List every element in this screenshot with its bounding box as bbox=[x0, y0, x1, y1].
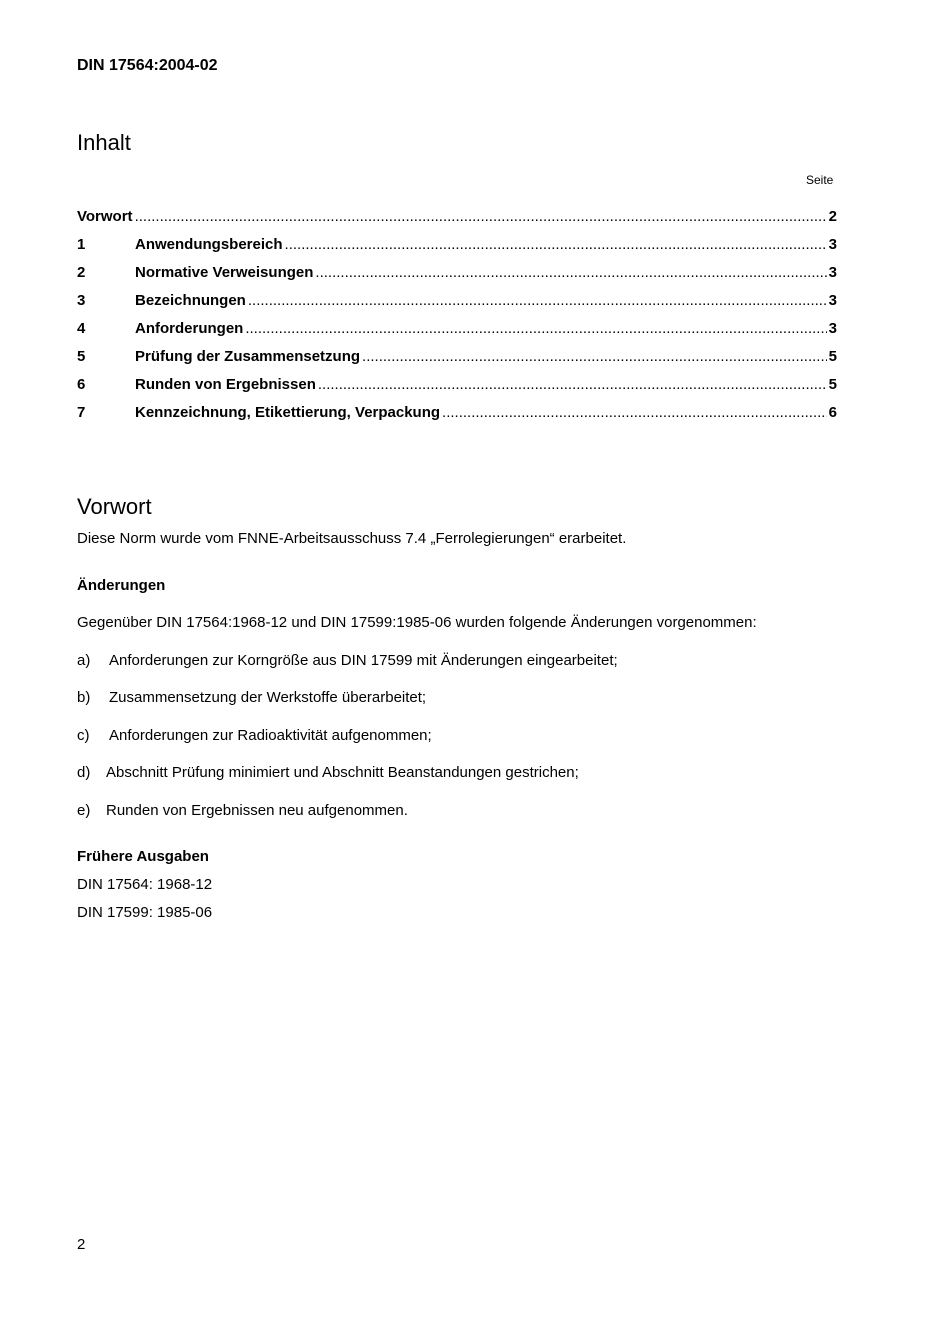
toc-entry-number: 2 bbox=[77, 264, 86, 281]
toc-entry-page: 5 bbox=[828, 348, 837, 365]
toc-entry-1[interactable] bbox=[77, 236, 837, 264]
list-item bbox=[77, 802, 408, 819]
changes-intro: Gegenüber DIN 17564:1968-12 und DIN 17599:1985-06 wurden folgende Änderungen vorgenommen: bbox=[77, 614, 757, 631]
toc-leader bbox=[248, 292, 827, 309]
toc-entry-title: Vorwort bbox=[77, 208, 133, 225]
earlier-edition: DIN 17599: 1985-06 bbox=[77, 904, 213, 921]
toc-entry-2[interactable] bbox=[77, 264, 837, 292]
toc-entry-page: 2 bbox=[828, 208, 837, 225]
toc-entry-title: Normative Verweisungen bbox=[135, 264, 314, 281]
list-item bbox=[77, 764, 579, 781]
toc-heading: Inhalt bbox=[77, 130, 131, 155]
toc-entry-page: 3 bbox=[828, 292, 837, 309]
toc-leader bbox=[285, 236, 827, 253]
toc-leader bbox=[442, 404, 827, 421]
list-item bbox=[77, 727, 432, 744]
toc-entry-title: Prüfung der Zusammensetzung bbox=[135, 348, 361, 365]
toc-leader bbox=[315, 264, 826, 281]
toc-entry-number: 6 bbox=[77, 376, 86, 393]
vorwort-heading: Vorwort bbox=[77, 494, 152, 519]
list-marker: b) bbox=[77, 689, 91, 706]
toc-entry-title: Anwendungsbereich bbox=[135, 236, 283, 253]
toc-leader bbox=[362, 348, 827, 365]
toc-entry-title: Anforderungen bbox=[135, 320, 244, 337]
changes-heading: Änderungen bbox=[77, 577, 166, 594]
toc-entry-title: Runden von Ergebnissen bbox=[135, 376, 316, 393]
toc-entry-page: 3 bbox=[828, 236, 837, 253]
toc-entry-number: 3 bbox=[77, 292, 86, 309]
toc-leader bbox=[245, 320, 826, 337]
toc-entry-number: 7 bbox=[77, 404, 86, 421]
toc-entry-title: Bezeichnungen bbox=[135, 292, 246, 309]
earlier-editions-heading: Frühere Ausgaben bbox=[77, 848, 209, 865]
toc-entry-page: 6 bbox=[828, 404, 837, 421]
table-of-contents bbox=[77, 208, 837, 432]
list-item bbox=[77, 689, 426, 706]
toc-entry-3[interactable] bbox=[77, 292, 837, 320]
toc-entry-7[interactable] bbox=[77, 404, 837, 432]
list-marker: d) bbox=[77, 764, 91, 781]
toc-page-label: Seite bbox=[806, 173, 834, 187]
document-id: DIN 17564:2004-02 bbox=[77, 57, 218, 74]
toc-entry-page: 3 bbox=[828, 320, 837, 337]
toc-entry-5[interactable] bbox=[77, 348, 837, 376]
toc-entry-page: 3 bbox=[828, 264, 837, 281]
vorwort-intro: Diese Norm wurde vom FNNE-Arbeitsausschuss 7.4 „Ferrolegierungen“ erarbeitet. bbox=[77, 530, 627, 547]
toc-entry-page: 5 bbox=[828, 376, 837, 393]
list-text: Abschnitt Prüfung minimiert und Abschnitt Beanstandungen gestrichen; bbox=[106, 764, 579, 781]
toc-entry-4[interactable] bbox=[77, 320, 837, 348]
list-text: Zusammensetzung der Werkstoffe überarbeitet; bbox=[109, 689, 427, 706]
earlier-edition: DIN 17564: 1968-12 bbox=[77, 876, 213, 893]
toc-entry-vorwort[interactable] bbox=[77, 208, 837, 236]
toc-leader bbox=[135, 208, 827, 225]
list-marker: a) bbox=[77, 652, 91, 669]
toc-entry-number: 5 bbox=[77, 348, 86, 365]
list-text: Anforderungen zur Radioaktivität aufgenommen; bbox=[109, 727, 432, 744]
list-text: Anforderungen zur Korngröße aus DIN 17599 mit Änderungen eingearbeitet; bbox=[109, 652, 618, 669]
toc-entry-number: 1 bbox=[77, 236, 86, 253]
toc-entry-title: Kennzeichnung, Etikettierung, Verpackung bbox=[135, 404, 441, 421]
toc-leader bbox=[318, 376, 827, 393]
toc-entry-6[interactable] bbox=[77, 376, 837, 404]
list-marker: e) bbox=[77, 802, 91, 819]
list-text: Runden von Ergebnissen neu aufgenommen. bbox=[106, 802, 408, 819]
list-item bbox=[77, 652, 618, 669]
toc-entry-number: 4 bbox=[77, 320, 86, 337]
list-marker: c) bbox=[77, 727, 90, 744]
page-number: 2 bbox=[77, 1236, 86, 1253]
